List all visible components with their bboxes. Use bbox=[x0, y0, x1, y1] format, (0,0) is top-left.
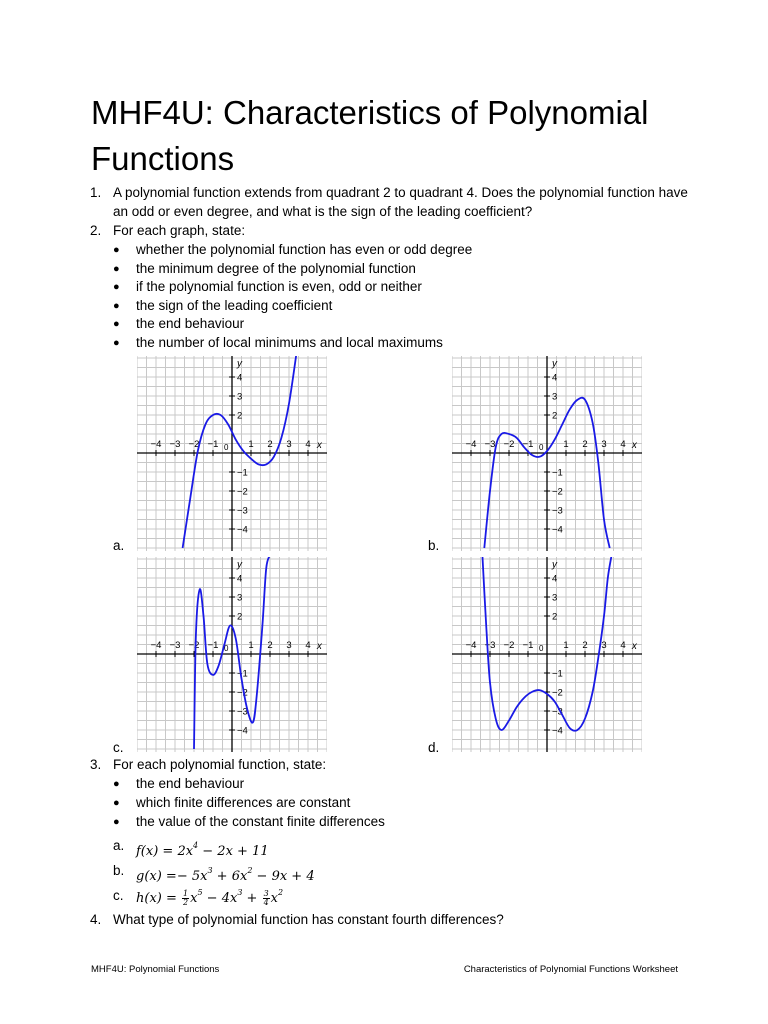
x-axis-name: x bbox=[631, 641, 637, 652]
y-tick-label: 4 bbox=[552, 573, 558, 585]
y-tick-label: −1 bbox=[237, 467, 248, 479]
y-tick-label: 3 bbox=[552, 391, 558, 403]
y-tick-label: 2 bbox=[552, 611, 558, 623]
x-tick-label: −2 bbox=[503, 640, 515, 651]
y-tick-label: 4 bbox=[552, 372, 558, 384]
y-tick-label: −2 bbox=[552, 687, 563, 699]
list-item: whether the polynomial function has even or odd degree bbox=[136, 242, 473, 257]
x-tick-label: −4 bbox=[465, 439, 477, 450]
y-tick-label: −2 bbox=[552, 486, 563, 498]
x-tick-label: −2 bbox=[188, 640, 200, 651]
x-tick-label: 3 bbox=[601, 640, 607, 651]
y-tick-label: −1 bbox=[552, 467, 563, 479]
list-item: if the polynomial function is even, odd or neither bbox=[136, 279, 422, 294]
x-tick-label: −1 bbox=[207, 439, 219, 450]
x-tick-label: 1 bbox=[563, 439, 569, 450]
question-text: For each polynomial function, state: bbox=[113, 757, 327, 772]
page-title: MHF4U: Characteristics of Polynomial Functions bbox=[91, 94, 649, 177]
y-tick-label: −1 bbox=[552, 668, 563, 680]
footer-right: Characteristics of Polynomial Functions Worksheet bbox=[463, 964, 678, 975]
origin-label: 0 bbox=[224, 644, 229, 653]
x-tick-label: 4 bbox=[620, 439, 626, 450]
y-tick-label: −3 bbox=[237, 706, 248, 718]
bullet: ● bbox=[113, 797, 120, 809]
q3-label-a: a. bbox=[113, 838, 125, 853]
list-item: the number of local minimums and local maximums bbox=[136, 335, 443, 350]
bullet: ● bbox=[113, 337, 120, 349]
x-tick-label: −4 bbox=[150, 640, 162, 651]
x-tick-label: −2 bbox=[188, 439, 200, 450]
y-tick-label: 2 bbox=[237, 611, 243, 623]
y-tick-label: −3 bbox=[237, 505, 248, 517]
equation-f: $f(x) = 2x^4 - 2x + 11$ bbox=[136, 841, 269, 859]
y-tick-label: 3 bbox=[552, 592, 558, 604]
x-tick-label: 1 bbox=[248, 640, 254, 651]
question-number: 4. bbox=[90, 912, 102, 927]
y-tick-label: 4 bbox=[237, 573, 243, 585]
list-item: the sign of the leading coefficient bbox=[136, 298, 333, 313]
footer-left: MHF4U: Polynomial Functions bbox=[91, 964, 220, 975]
x-tick-label: 1 bbox=[563, 640, 569, 651]
y-tick-label: −4 bbox=[552, 725, 563, 737]
list-item: which finite differences are constant bbox=[136, 795, 351, 810]
question-text: A polynomial function extends from quadrant 2 to quadrant 4. Does the polynomial function have an odd or even degree, and what is the sign of the leading coefficient? bbox=[113, 185, 688, 219]
y-tick-label: −4 bbox=[552, 524, 563, 536]
x-tick-label: −2 bbox=[503, 439, 515, 450]
x-tick-label: 4 bbox=[305, 640, 311, 651]
y-tick-label: −1 bbox=[237, 668, 248, 680]
y-tick-label: −4 bbox=[237, 725, 248, 737]
x-tick-label: −3 bbox=[484, 640, 496, 651]
origin-label: 0 bbox=[224, 443, 229, 452]
y-tick-label: 2 bbox=[552, 410, 558, 422]
graph-c-svg bbox=[137, 557, 327, 752]
x-tick-label: −4 bbox=[150, 439, 162, 450]
graph-d bbox=[452, 557, 642, 757]
fraction-one-half: $\frac{1}{2}$ bbox=[183, 889, 189, 907]
y-tick-label: −2 bbox=[237, 687, 248, 699]
graph-a bbox=[137, 356, 327, 556]
bullet: ● bbox=[113, 300, 120, 312]
list-item: the end behaviour bbox=[136, 316, 245, 331]
list-item: the minimum degree of the polynomial function bbox=[136, 261, 416, 276]
y-tick-label: −4 bbox=[237, 524, 248, 536]
x-tick-label: −4 bbox=[465, 640, 477, 651]
x-tick-label: −3 bbox=[169, 439, 181, 450]
bullet: ● bbox=[113, 318, 120, 330]
q3-label-c: c. bbox=[113, 888, 124, 903]
q3-label-b: b. bbox=[113, 863, 125, 878]
y-axis-name: y bbox=[237, 358, 242, 370]
bullet: ● bbox=[113, 244, 120, 256]
x-tick-label: 2 bbox=[267, 439, 273, 450]
y-tick-label: −2 bbox=[237, 486, 248, 498]
x-tick-label: −1 bbox=[522, 640, 534, 651]
question-number: 3. bbox=[90, 757, 102, 772]
x-axis-name: x bbox=[316, 440, 322, 451]
x-axis-name: x bbox=[316, 641, 322, 652]
graph-label-b: b. bbox=[428, 538, 440, 553]
list-item: the end behaviour bbox=[136, 776, 245, 791]
bullet: ● bbox=[113, 263, 120, 275]
y-tick-label: −3 bbox=[552, 706, 563, 718]
y-tick-label: 2 bbox=[237, 410, 243, 422]
bullet: ● bbox=[113, 816, 120, 828]
x-axis-name: x bbox=[631, 440, 637, 451]
x-tick-label: 2 bbox=[582, 439, 588, 450]
y-tick-label: −3 bbox=[552, 505, 563, 517]
graph-a-svg bbox=[137, 356, 327, 551]
list-item: the value of the constant finite differences bbox=[136, 814, 385, 829]
x-tick-label: 2 bbox=[267, 640, 273, 651]
x-tick-label: 3 bbox=[286, 439, 292, 450]
graph-c bbox=[137, 557, 327, 757]
y-tick-label: 3 bbox=[237, 391, 243, 403]
x-tick-label: −3 bbox=[169, 640, 181, 651]
x-tick-label: 2 bbox=[582, 640, 588, 651]
x-tick-label: 4 bbox=[620, 640, 626, 651]
x-tick-label: 1 bbox=[248, 439, 254, 450]
graph-label-a: a. bbox=[113, 538, 125, 553]
fraction-three-quarters: $\frac{3}{4}$ bbox=[263, 889, 269, 907]
x-tick-label: −1 bbox=[522, 439, 534, 450]
bullet: ● bbox=[113, 778, 120, 790]
graph-b bbox=[452, 356, 642, 556]
origin-label: 0 bbox=[539, 644, 544, 653]
y-tick-label: 3 bbox=[237, 592, 243, 604]
origin-label: 0 bbox=[539, 443, 544, 452]
graph-b-svg bbox=[452, 356, 642, 551]
graph-label-c: c. bbox=[113, 740, 124, 755]
x-tick-label: 3 bbox=[601, 439, 607, 450]
question-text: What type of polynomial function has constant fourth differences? bbox=[113, 912, 504, 927]
y-axis-name: y bbox=[552, 559, 557, 571]
equation-g: $g(x) =- 5x^3 + 6x^2 - 9x + 4$ bbox=[136, 866, 315, 884]
question-number: 1. bbox=[90, 185, 102, 200]
y-tick-label: 4 bbox=[237, 372, 243, 384]
equation-h: h(x) = $\frac{1}{2}$ $x^5 - 4x^3$ + $\frac{3}{4}$ $x^2$ bbox=[136, 888, 284, 907]
graph-d-svg bbox=[452, 557, 642, 752]
x-tick-label: −3 bbox=[484, 439, 496, 450]
x-tick-label: −1 bbox=[207, 640, 219, 651]
question-number: 2. bbox=[90, 223, 102, 238]
bullet: ● bbox=[113, 281, 120, 293]
question-text: For each graph, state: bbox=[113, 223, 246, 238]
graph-label-d: d. bbox=[428, 740, 440, 755]
x-tick-label: 4 bbox=[305, 439, 311, 450]
y-axis-name: y bbox=[237, 559, 242, 571]
x-tick-label: 3 bbox=[286, 640, 292, 651]
y-axis-name: y bbox=[552, 358, 557, 370]
